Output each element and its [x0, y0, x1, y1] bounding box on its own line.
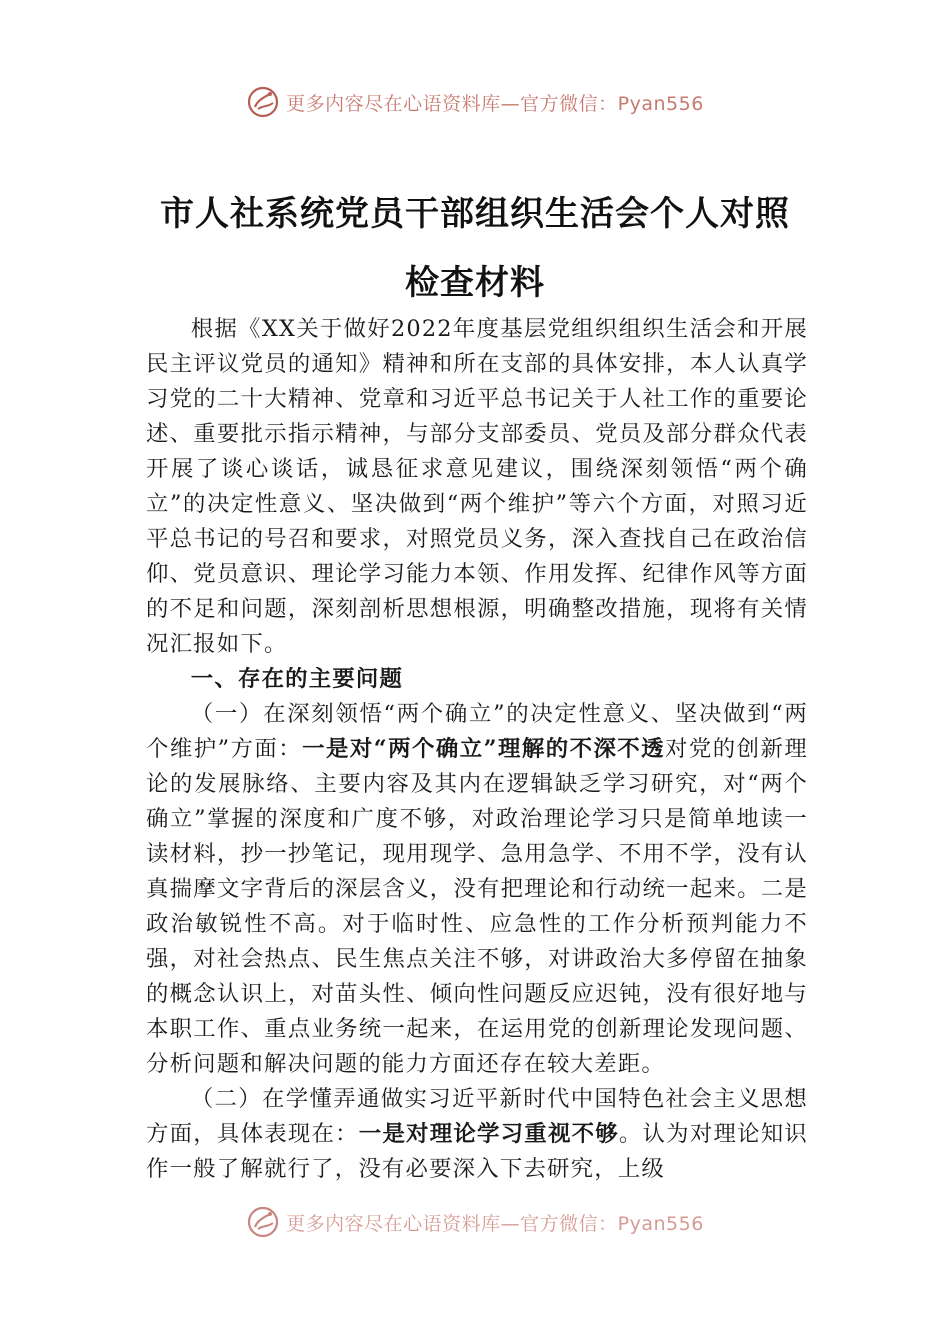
paragraph-2-rest: 。认为对理论知识作一般了解就行了，没有必要深入下去研究，上级 — [146, 1121, 808, 1182]
paragraph-2-lead: （二）在学懂弄通做实习近平新时代中国特色社会主义思想方面，具体表现在： — [146, 1086, 808, 1147]
swan-logo-icon — [246, 85, 280, 119]
paragraph-1-rest: 对党的创新理论的发展脉络、主要内容及其内在逻辑缺乏学习研究，对“两个确立”掌握的深度和广度不够，对政治理论学习只是简单地读一读材料，抄一抄笔记，现用现学、急用急学、不用不学，没有认真揣摩文字背后的深层含义，没有把理论和行动统一起来。二是政治敏锐性不高。对于临时性、应急性的工作分析预判能力不强，对社会热点、民生焦点关注不够，对讲政治大多停留在抽象的概念认识上，对苗头性、倾向性问题反应迟钝，没有很好地与本职工作、重点业务统一起来，在运用党的创新理论发现问题、分析问题和解决问题的能力方面还存在较大差距。 — [146, 736, 808, 1077]
paragraph-1-lead: （一）在深刻领悟“两个确立”的决定性意义、坚决做到“两个维护”方面： — [146, 701, 808, 762]
swan-logo-icon — [246, 1205, 280, 1239]
paragraph-1 — [146, 697, 808, 1082]
watermark-text: 更多内容尽在心语资料库—官方微信：Pyan556 — [286, 92, 704, 115]
section-heading: 一、存在的主要问题 — [190, 666, 404, 692]
document-title-line-1: 市人社系统党员干部组织生活会个人对照 — [160, 194, 790, 234]
document-title-line-2: 检查材料 — [405, 263, 545, 303]
paragraph-1-bold: 一是对“两个确立”理解的不深不透 — [302, 736, 666, 762]
watermark-banner-bottom — [0, 1202, 950, 1242]
watermark-text: 更多内容尽在心语资料库—官方微信：Pyan556 — [286, 1212, 704, 1235]
watermark-banner-top — [0, 82, 950, 122]
paragraph-2-bold: 一是对理论学习重视不够 — [358, 1121, 619, 1147]
intro-paragraph: 根据《XX关于做好2022年度基层党组织组织生活会和开展民主评议党员的通知》精神和所在支部的具体安排，本人认真学习党的二十大精神、党章和习近平总书记关于人社工作的重要论述、重要批示指示精神，与部分支部委员、党员及部分群众代表开展了谈心谈话，诚恳征求意见建议，围绕深刻领悟“两个确立”的决定性意义、坚决做到“两个维护”等六个方面，对照习近平总书记的号召和要求，对照党员义务，深入查找自己在政治信仰、党员意识、理论学习能力本领、作用发挥、纪律作风等方面的不足和问题，深刻剖析思想根源，明确整改措施，现将有关情况汇报如下。 — [146, 316, 808, 657]
document-body — [146, 312, 808, 1187]
paragraph-2 — [146, 1082, 808, 1187]
